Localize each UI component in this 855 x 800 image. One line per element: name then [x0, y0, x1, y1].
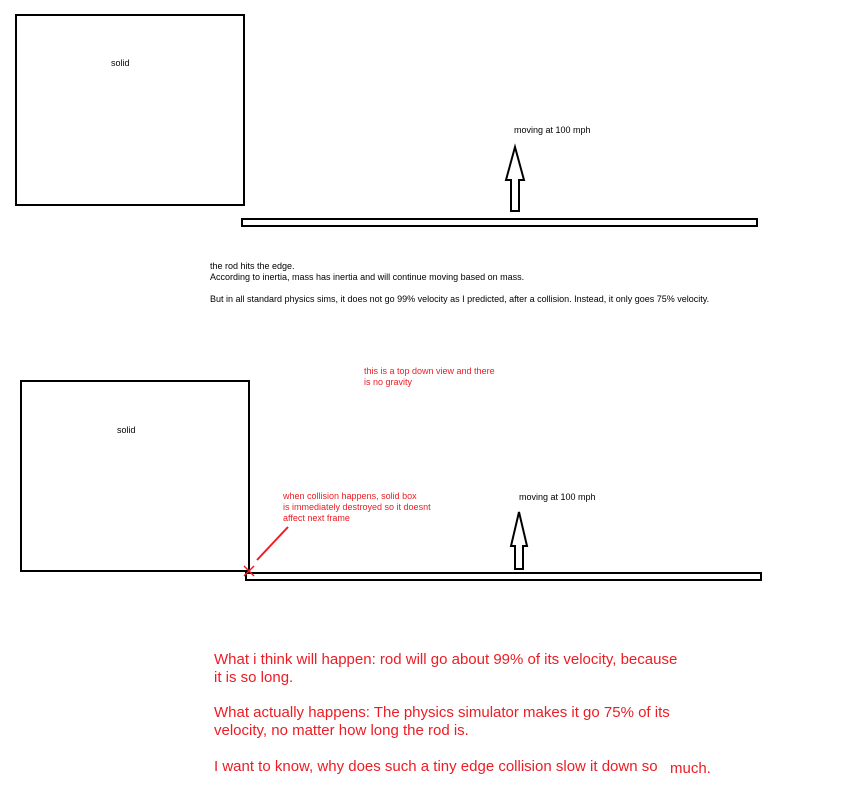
bottom-solid-box [21, 381, 249, 571]
bottom-motion-label: moving at 100 mph [519, 492, 596, 502]
top-solid-box [16, 15, 244, 205]
question-p3-last-word: much. [670, 760, 711, 777]
collision-note-line-1: when collision happens, solid box [283, 491, 417, 501]
top-motion-label: moving at 100 mph [514, 125, 591, 135]
explanation-line-2: According to inertia, mass has inertia and will continue moving based on mass. [210, 272, 525, 282]
collision-note-line-2: is immediately destroyed so it doesnt [283, 502, 431, 512]
question-p2-line-2: velocity, no matter how long the rod is. [214, 722, 469, 739]
explanation-line-3: But in all standard physics sims, it does not go 99% velocity as I predicted, after a collision. Instead, it only goes 75% velocity. [210, 294, 710, 304]
question-p1-line-2: it is so long. [214, 669, 294, 686]
bottom-up-arrow-icon [511, 512, 527, 569]
top-rod [242, 219, 757, 226]
top-up-arrow-icon [506, 147, 524, 211]
view-note-line-1: this is a top down view and there [364, 366, 495, 376]
bottom-rod [246, 573, 761, 580]
question-p1-line-1: What i think will happen: rod will go about 99% of its velocity, because [214, 651, 678, 668]
collision-note-line-3: affect next frame [283, 513, 350, 523]
collision-pointer-line [257, 527, 288, 560]
bottom-box-label: solid [117, 425, 136, 435]
view-note-line-2: is no gravity [364, 377, 413, 387]
question-p3-line-1: I want to know, why does such a tiny edge collision slow it down so [214, 758, 658, 775]
explanation-line-1: the rod hits the edge. [210, 261, 295, 271]
top-box-label: solid [111, 58, 130, 68]
question-p2-line-1: What actually happens: The physics simulator makes it go 75% of its [214, 704, 670, 721]
